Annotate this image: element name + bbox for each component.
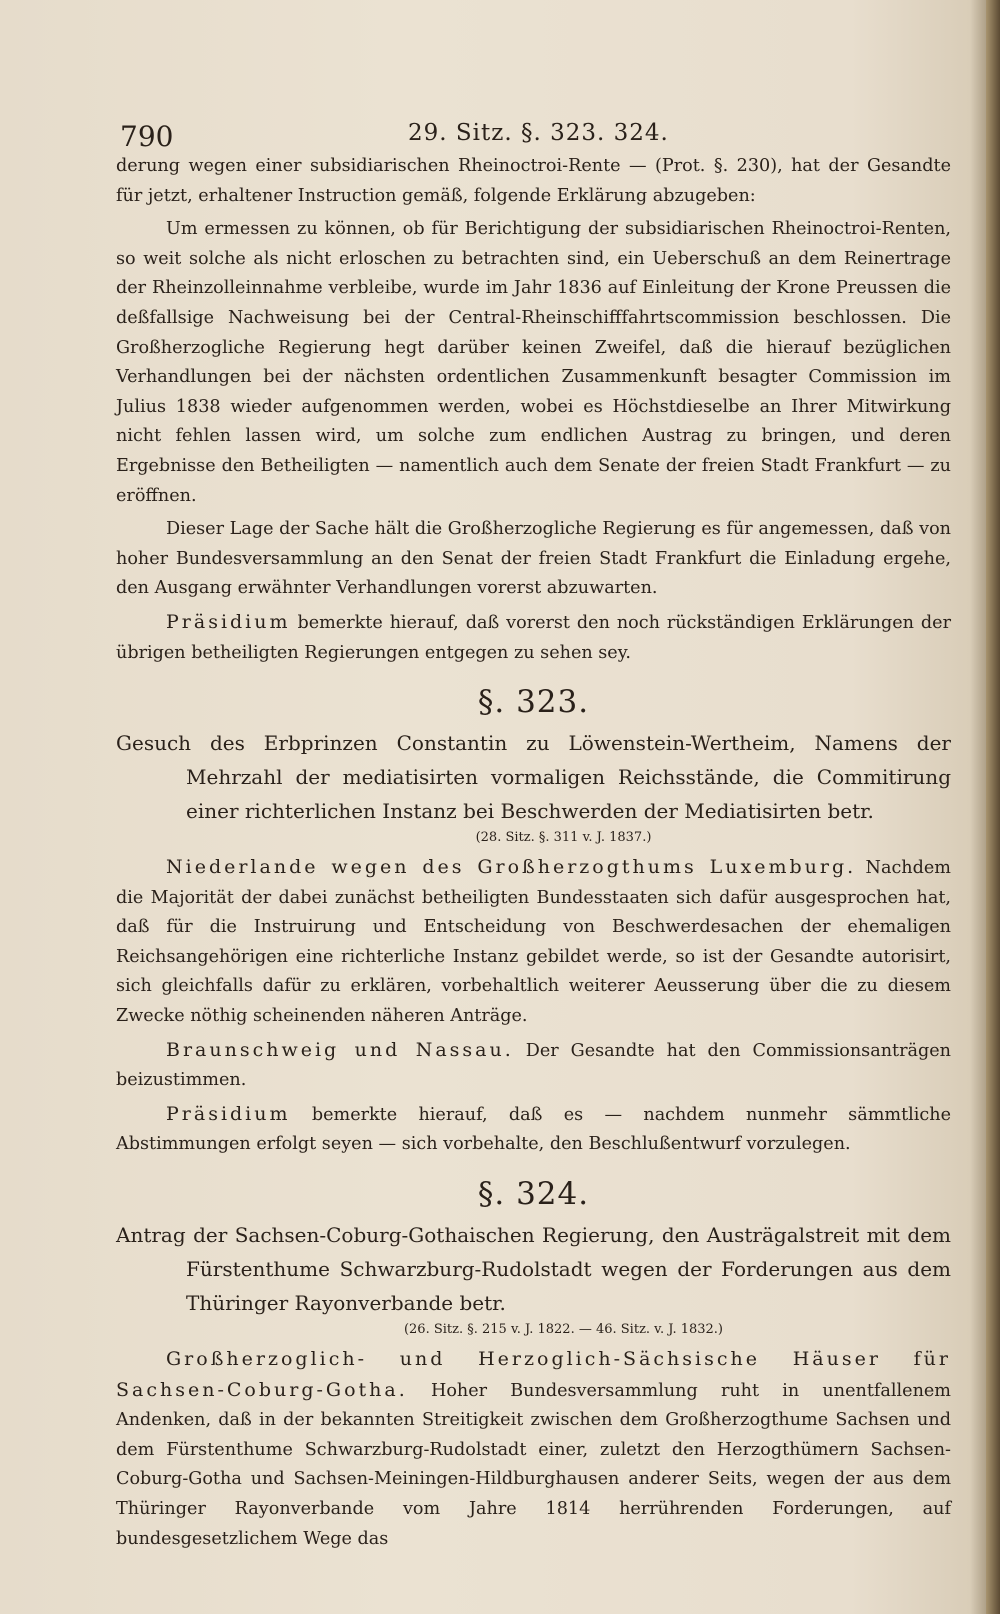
speaker-label: Braunschweig und Nassau. <box>166 1038 514 1061</box>
section-323-number: §. 323. <box>477 684 590 721</box>
praesidium-remark-2 <box>116 1100 951 1160</box>
section-323-title: Gesuch des Erbprinzen Constantin zu Löwenstein-Wertheim, Namens der Mehrzahl der mediatisirten vormaligen Reichsstände, die Commitirung einer richterlichen Instanz bei Beschwerden der Mediatisirten betr. <box>116 731 951 824</box>
section-324-title: Antrag der Sachsen-Coburg-Gothaischen Regierung, den Austrägalstreit mit dem Fürstenthume Schwarzburg-Rudolstadt wegen der Forderungen aus dem Thüringer Rayonverbande betr. <box>116 1223 951 1316</box>
section-323-reference: (28. Sitz. §. 311 v. J. 1837.) <box>475 830 652 846</box>
paragraph-conclusion: Dieser Lage der Sache hält die Großherzogliche Regierung es für angemessen, daß von hoher Bundesversammlung an den Senat der freien Stadt Frankfurt die Einladung ergehe, den Ausgang erwähnter Verhandlungen vorerst abzuwarten. <box>116 519 951 599</box>
running-title: 29. Sitz. §. 323. 324. <box>408 120 669 146</box>
speaker-label: Großherzoglich- und Herzoglich-Sächsische Häuser für Sachsen-Coburg-Gotha. <box>116 1348 951 1401</box>
vote-saxon-houses <box>116 1345 951 1554</box>
page-content <box>116 112 951 1554</box>
vote-niederlande <box>116 853 951 1032</box>
paragraph-declaration: Um ermessen zu können, ob für Berichtigung der subsidiarischen Rheinoctroi-Renten, so weit solche als nicht erloschen zu betrachten sind, ein Ueberschuß an dem Reinertrage der Rheinzolleinnahme verbleibe, wurde im Jahr 1836 auf Einleitung der Krone Preussen die deßfallsige Nachweisung bei der Central-Rheinschifffahrtscommission beschlossen. Die Großherzogliche Regierung hegt darüber keinen Zweifel, daß die hierauf bezüglichen Verhandlungen bei der nächsten ordentlichen Zusammenkunft besagter Commission im Julius 1838 wieder aufgenommen werden, wobei es Höchstdieselbe an Ihrer Mitwirkung nicht fehlen lassen wird, um solche zum endlichen Austrag zu bringen, und deren Ergebnisse den Betheiligten — namentlich auch dem Senate der freien Stadt Frankfurt — zu eröffnen. <box>116 219 951 506</box>
speaker-label: Präsidium <box>166 1102 291 1125</box>
praesidium-remark-1 <box>116 608 951 668</box>
running-head <box>116 112 951 152</box>
vote-text: Nachdem die Majorität der dabei zunächst betheiligten Bundesstaaten sich dafür ausgesprochen hat, daß für die Instruirung und Entscheidung von Beschwerdesachen der ehemaligen Reichsangehörigen eine richterliche Instanz gebildet werde, so ist der Gesandte autorisirt, sich gleichfalls dafür zu erklären, vorbehaltlich weiterer Aeusserung über die zu diesem Zwecke nöthig scheinenden näheren Anträge. <box>116 858 951 1027</box>
speaker-label: Niederlande wegen des Großherzogthums Luxemburg. <box>166 856 857 879</box>
vote-text: Der Gesandte hat den Commissionsanträgen beizustimmen. <box>116 1040 952 1091</box>
remark-text: bemerkte hierauf, daß es — nachdem nunmehr sämmtliche Abstimmungen erfolgt seyen — sich vorbehalte, den Beschlußentwurf vorzulegen. <box>116 1104 951 1155</box>
speaker-label: Präsidium <box>166 610 291 633</box>
vote-text: Hoher Bundesversammlung ruht in unentfallenem Andenken, daß in der bekannten Streitigkeit zwischen dem Großherzogthume Sachsen und dem Fürstenthume Schwarzburg-Rudolstadt einer, zuletzt den Herzogthümern Sachsen-Coburg-Gotha und Sachsen-Meiningen-Hildburghausen anderer Seits, wegen der aus dem Thüringer Rayonverbande vom Jahre 1814 herrührenden Forderungen, auf bundesgesetzlichem Wege das <box>116 1380 951 1549</box>
book-spine-edge <box>986 0 1000 1614</box>
section-324-number: §. 324. <box>477 1176 590 1213</box>
section-324-reference: (26. Sitz. §. 215 v. J. 1822. — 46. Sitz. v. J. 1832.) <box>403 1322 724 1338</box>
paragraph-continuation: derung wegen einer subsidiarischen Rheinoctroi-Rente — (Prot. §. 230), hat der Gesandte für jetzt, erhaltener Instruction gemäß, folgende Erklärung abzugeben: <box>116 156 951 206</box>
remark-text: bemerkte hierauf, daß vorerst den noch rückständigen Erklärungen der übrigen betheiligten Regierungen entgegen zu sehen sey. <box>116 612 951 663</box>
vote-braunschweig-nassau <box>116 1036 951 1096</box>
page-number: 790 <box>120 120 174 153</box>
